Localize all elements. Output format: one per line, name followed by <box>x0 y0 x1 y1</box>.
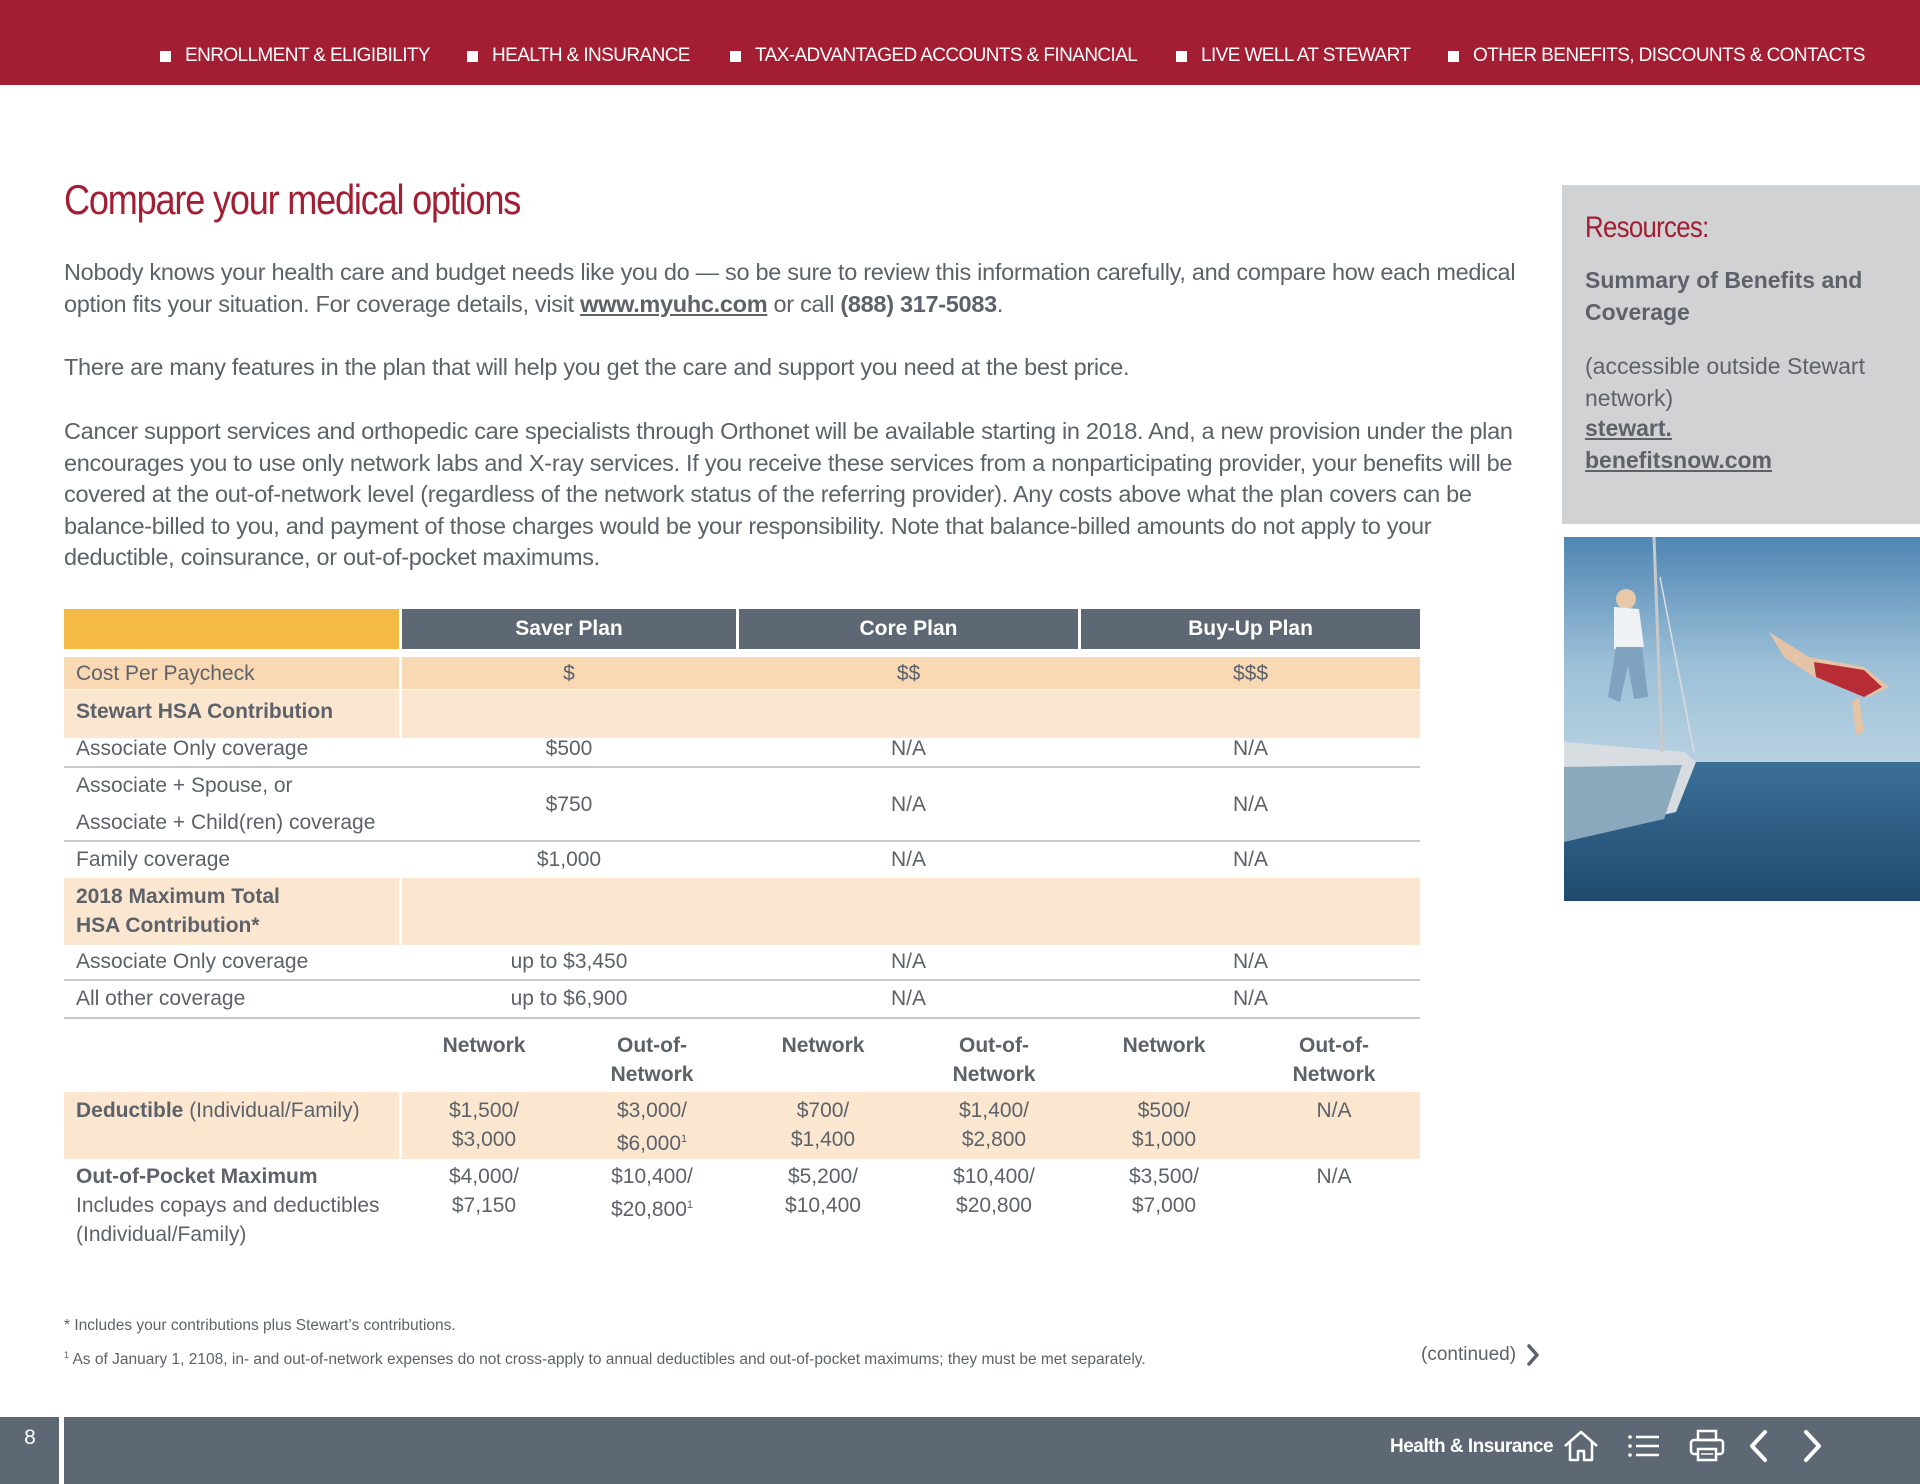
nav-label: HEALTH & INSURANCE <box>492 45 690 66</box>
continued-label: (continued) <box>1421 1344 1517 1365</box>
value-text: $20,800 <box>610 1198 687 1221</box>
value-line: $500/ <box>1137 1099 1191 1122</box>
value-line: $20,800 <box>956 1194 1032 1217</box>
saver-cost: $ <box>563 662 575 685</box>
saver-oon-header-1: Out-of- <box>617 1034 687 1057</box>
value-line: $7,150 <box>451 1194 517 1217</box>
myuhc-link[interactable]: www.myuhc.com <box>580 290 768 317</box>
max-row-label: All other coverage <box>76 987 246 1010</box>
sbc-note: (accessible outside Stewart network) <box>1585 353 1865 411</box>
resources-panel <box>1562 185 1920 524</box>
nav-enrollment-eligibility[interactable] <box>160 43 430 69</box>
intro-text: Nobody knows your health care and budget needs like you do — so be sure to review this information carefully, and compare how each medical option fits your situation. For coverage details, visit <box>64 259 1516 317</box>
hsa-row-label: Associate + Spouse, or <box>76 774 293 797</box>
value-text: $6,000 <box>616 1132 682 1155</box>
cost-per-paycheck-label: Cost Per Paycheck <box>76 662 255 685</box>
footnote-one-text: As of January 1, 2108, in- and out-of-network expenses do not cross-apply to annual deductibles and out-of-pocket maximums; they must be met separately. <box>69 1351 1146 1369</box>
row-rule <box>64 1017 1420 1019</box>
max-hsa-heading: 2018 Maximum Total <box>76 885 280 908</box>
footnote-asterisk: * Includes your contributions plus Stewart’s contributions. <box>64 1317 456 1334</box>
nav-health-insurance[interactable] <box>467 43 690 69</box>
value-line: $1,000 <box>1131 1128 1197 1151</box>
oop-saver-network <box>404 1162 564 1220</box>
max-hsa-heading-2: HSA Contribution* <box>76 914 260 937</box>
value-line: $5,200/ <box>787 1165 859 1188</box>
deductible-saver-oon <box>572 1096 732 1158</box>
hsa-saver-value: $500 <box>545 737 593 760</box>
deductible-saver-network <box>404 1096 564 1154</box>
value-line: $3,500/ <box>1128 1165 1200 1188</box>
max-buyup-value: N/A <box>1232 950 1268 973</box>
print-icon[interactable] <box>1687 1428 1727 1464</box>
continued-link[interactable] <box>1421 1343 1542 1367</box>
column-divider <box>399 690 402 738</box>
hsa-core-value: N/A <box>890 793 926 816</box>
nav-label: TAX-ADVANTAGED ACCOUNTS & FINANCIAL <box>755 45 1138 66</box>
core-cost: $$ <box>896 662 921 685</box>
deductible-core-network <box>743 1096 903 1154</box>
row-rule <box>64 840 1420 842</box>
resources-title: Resources: <box>1585 211 1709 244</box>
nav-bullet-icon <box>1176 51 1187 62</box>
oop-label-2: Includes copays and deductibles <box>76 1194 380 1217</box>
nav-label: ENROLLMENT & ELIGIBILITY <box>185 45 430 66</box>
oop-core-network <box>743 1162 903 1220</box>
home-icon[interactable] <box>1561 1428 1601 1464</box>
oop-label-bold: Out-of-Pocket Maximum <box>76 1165 318 1188</box>
intro-text-2: or call <box>767 290 841 317</box>
buyup-network-header: Network <box>1122 1034 1206 1057</box>
benefitsnow-link-line-1: stewart. <box>1585 415 1672 441</box>
benefitsnow-link[interactable] <box>1585 412 1885 476</box>
nav-other-benefits[interactable] <box>1448 43 1865 69</box>
core-oon-header-1: Out-of- <box>959 1034 1029 1057</box>
value-line: N/A <box>1316 1099 1352 1122</box>
phone-number: (888) 317-5083 <box>840 290 997 317</box>
top-navigation <box>0 0 1920 85</box>
nav-label: OTHER BENEFITS, DISCOUNTS & CONTACTS <box>1473 45 1865 66</box>
value-line: $7,000 <box>1131 1194 1197 1217</box>
core-plan-header: Core Plan <box>739 609 1078 649</box>
hsa-row-label: Family coverage <box>76 848 231 871</box>
chevron-left-icon[interactable] <box>1739 1428 1779 1464</box>
column-divider <box>399 1092 402 1159</box>
value-line: $700/ <box>796 1099 850 1122</box>
saver-network-header: Network <box>442 1034 526 1057</box>
value-line <box>572 1125 732 1158</box>
nav-tax-advantaged-accounts[interactable] <box>730 43 1137 69</box>
deductible-label-rest: (Individual/Family) <box>183 1099 360 1122</box>
max-saver-value: up to $3,450 <box>510 950 628 973</box>
list-icon[interactable] <box>1624 1428 1664 1464</box>
value-line <box>572 1191 732 1224</box>
saver-plan-header: Saver Plan <box>402 609 736 649</box>
orthonet-paragraph: Cancer support services and orthopedic care specialists through Orthonet will be available starting in 2018. And, a new provision under the plan encourages you to use only network labs and X-ray services. If you receive these services from a nonparticipating provider, your benefits will be covered at the out-of-network level (regardless of the network status of the referring provider). Any costs above what the plan covers can be balance-billed to you, and payment of those charges would be your responsibility. Note that balance-billed amounts do not apply to your deductible, coinsurance, or out-of-pocket maximums. <box>64 418 1513 570</box>
intro-paragraph <box>64 257 1544 320</box>
deductible-core-oon <box>914 1096 1074 1154</box>
column-divider <box>399 878 402 945</box>
footnote-marker: 1 <box>64 1350 70 1360</box>
value-line: $3,000/ <box>616 1099 688 1122</box>
deductible-buyup-network <box>1084 1096 1244 1154</box>
hsa-contribution-heading: Stewart HSA Contribution <box>76 700 334 723</box>
nav-bullet-icon <box>160 51 171 62</box>
max-core-value: N/A <box>890 950 926 973</box>
hsa-buyup-value: N/A <box>1232 737 1268 760</box>
oop-saver-oon <box>572 1162 732 1224</box>
value-line: $2,800 <box>961 1128 1027 1151</box>
core-network-header: Network <box>781 1034 865 1057</box>
sailboat-photo <box>1564 537 1920 901</box>
buyup-cost: $$$ <box>1232 662 1269 685</box>
oop-buyup-oon <box>1254 1162 1414 1191</box>
hsa-core-value: N/A <box>890 737 926 760</box>
hsa-row-label: Associate Only coverage <box>76 737 309 760</box>
footnote-marker: 1 <box>686 1199 694 1211</box>
deductible-label-bold: Deductible <box>76 1099 184 1122</box>
benefitsnow-link-line-2: benefitsnow.com <box>1585 447 1772 473</box>
table-corner-cell <box>64 609 399 649</box>
page-title: Compare your medical options <box>64 176 521 223</box>
nav-bullet-icon <box>1448 51 1459 62</box>
current-section-label: Health & Insurance <box>1390 1436 1554 1457</box>
max-row-label: Associate Only coverage <box>76 950 309 973</box>
value-line: $10,400/ <box>611 1165 693 1188</box>
max-buyup-value: N/A <box>1232 987 1268 1010</box>
saver-oon-header-2: Network <box>610 1063 694 1086</box>
features-paragraph: There are many features in the plan that will help you get the care and support you need at the best price. <box>64 354 1130 380</box>
nav-live-well[interactable] <box>1176 43 1410 69</box>
footnote-marker: 1 <box>681 1133 688 1145</box>
value-line: $4,000/ <box>448 1165 520 1188</box>
nav-bullet-icon <box>730 51 741 62</box>
max-core-value: N/A <box>890 987 926 1010</box>
intro-text-3: . <box>996 290 1004 317</box>
oop-buyup-network <box>1084 1162 1244 1220</box>
value-line: N/A <box>1316 1165 1352 1188</box>
deductible-label <box>76 1096 360 1125</box>
chevron-right-small-icon <box>1524 1343 1542 1367</box>
buyup-plan-header: Buy-Up Plan <box>1081 609 1420 649</box>
value-line: $1,400/ <box>958 1099 1030 1122</box>
value-line: $3,000 <box>451 1128 517 1151</box>
value-line: $1,500/ <box>448 1099 520 1122</box>
value-line: $10,400/ <box>953 1165 1035 1188</box>
value-line: $10,400 <box>785 1194 861 1217</box>
hsa-saver-value: $1,000 <box>536 848 602 871</box>
max-saver-value: up to $6,900 <box>510 987 628 1010</box>
oop-label <box>76 1162 380 1249</box>
oop-core-oon <box>914 1162 1074 1220</box>
value-line: $1,400 <box>790 1128 856 1151</box>
hsa-buyup-value: N/A <box>1232 848 1268 871</box>
buyup-oon-header-1: Out-of- <box>1299 1034 1369 1057</box>
sailboat-image <box>1564 537 1920 901</box>
footnote-one <box>64 1350 1146 1369</box>
hsa-core-value: N/A <box>890 848 926 871</box>
hsa-saver-value: $750 <box>545 793 593 816</box>
nav-bullet-icon <box>467 51 478 62</box>
deductible-buyup-oon <box>1254 1096 1414 1125</box>
chevron-right-icon[interactable] <box>1792 1428 1832 1464</box>
row-rule <box>64 979 1420 981</box>
buyup-oon-header-2: Network <box>1292 1063 1376 1086</box>
hsa-buyup-value: N/A <box>1232 793 1268 816</box>
core-oon-header-2: Network <box>952 1063 1036 1086</box>
hsa-row-label-2: Associate + Child(ren) coverage <box>76 811 376 834</box>
page-number: 8 <box>24 1426 36 1449</box>
oop-label-3: (Individual/Family) <box>76 1223 247 1246</box>
row-rule <box>64 766 1420 768</box>
nav-label: LIVE WELL AT STEWART <box>1201 45 1411 66</box>
sbc-heading: Summary of Benefits and Coverage <box>1585 267 1863 325</box>
